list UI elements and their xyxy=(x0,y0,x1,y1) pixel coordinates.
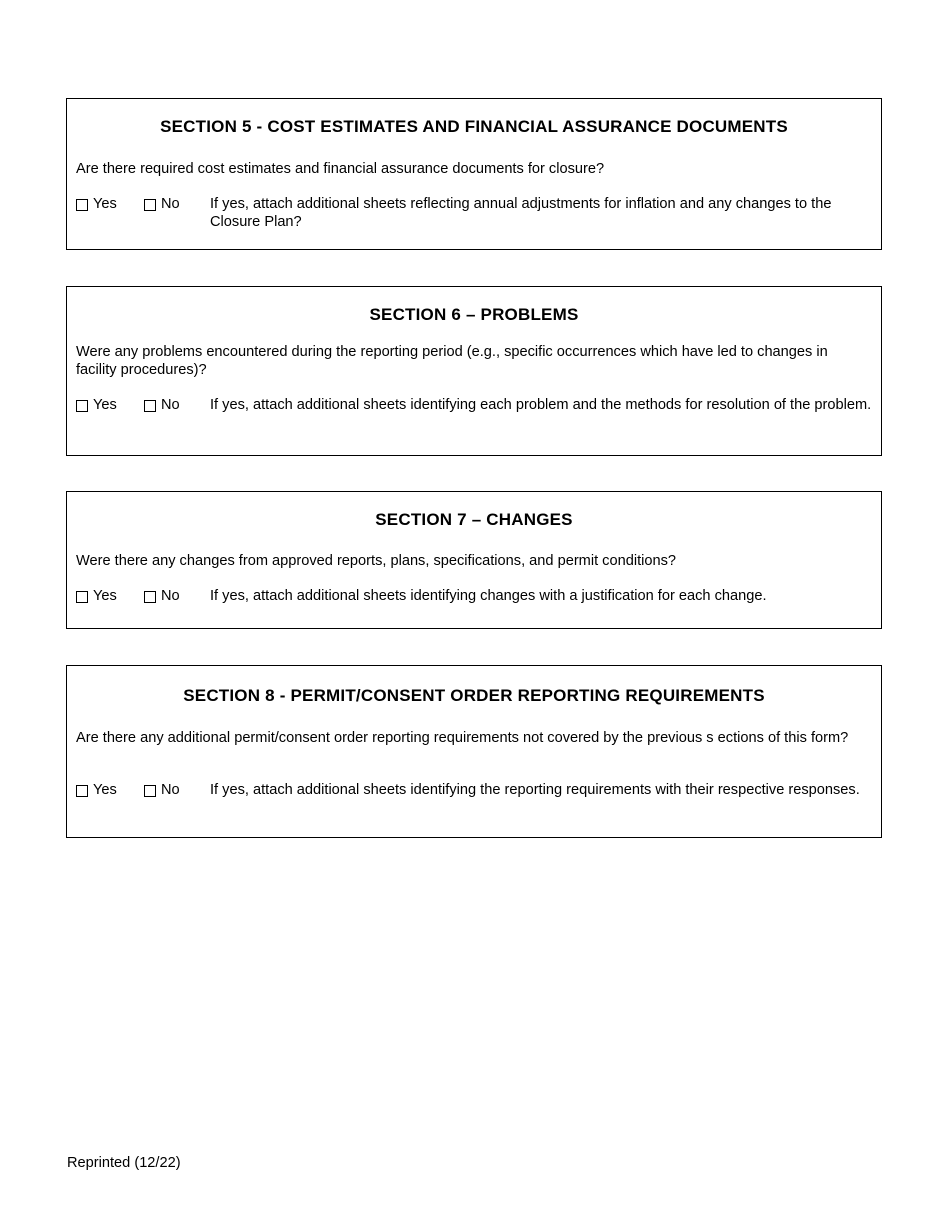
yes-option[interactable] xyxy=(76,782,117,800)
yes-label: Yes xyxy=(93,782,117,798)
yes-checkbox[interactable] xyxy=(76,199,88,211)
section-question: Were any problems encountered during the reporting period (e.g., specific occurrences which have led to changes in facility procedures)? xyxy=(76,344,828,378)
section-8 xyxy=(66,665,882,838)
yes-option[interactable] xyxy=(76,397,117,415)
no-label: No xyxy=(161,588,180,604)
yes-option[interactable] xyxy=(76,196,117,214)
yes-label: Yes xyxy=(93,397,117,413)
section-instruction: If yes, attach additional sheets identifying each problem and the methods for resolution of the problem. xyxy=(210,397,872,413)
section-question: Were there any changes from approved reports, plans, specifications, and permit conditions? xyxy=(76,553,677,569)
no-option[interactable] xyxy=(144,196,180,214)
no-checkbox[interactable] xyxy=(144,785,156,797)
yes-label: Yes xyxy=(93,196,117,212)
yes-checkbox[interactable] xyxy=(76,785,88,797)
section-5 xyxy=(66,98,882,250)
section-6 xyxy=(66,286,882,456)
reprint-footer: Reprinted (12/22) xyxy=(67,1155,181,1171)
no-option[interactable] xyxy=(144,588,180,606)
section-question: Are there required cost estimates and financial assurance documents for closure? xyxy=(76,161,605,177)
yes-option[interactable] xyxy=(76,588,117,606)
yes-checkbox[interactable] xyxy=(76,400,88,412)
section-instruction: If yes, attach additional sheets identifying the reporting requirements with their respective responses. xyxy=(210,782,860,798)
section-title: SECTION 7 – CHANGES xyxy=(375,510,573,529)
section-7 xyxy=(66,491,882,629)
section-title: SECTION 8 - PERMIT/CONSENT ORDER REPORTING REQUIREMENTS xyxy=(183,686,765,705)
yes-label: Yes xyxy=(93,588,117,604)
no-option[interactable] xyxy=(144,782,180,800)
no-label: No xyxy=(161,782,180,798)
no-checkbox[interactable] xyxy=(144,591,156,603)
no-label: No xyxy=(161,196,180,212)
section-title: SECTION 6 – PROBLEMS xyxy=(369,305,579,324)
no-checkbox[interactable] xyxy=(144,400,156,412)
no-label: No xyxy=(161,397,180,413)
section-title: SECTION 5 - COST ESTIMATES AND FINANCIAL ASSURANCE DOCUMENTS xyxy=(160,117,788,136)
no-option[interactable] xyxy=(144,397,180,415)
section-question: Are there any additional permit/consent order reporting requirements not covered by the previous s ections of this form? xyxy=(76,730,849,746)
no-checkbox[interactable] xyxy=(144,199,156,211)
yes-checkbox[interactable] xyxy=(76,591,88,603)
section-instruction: If yes, attach additional sheets identifying changes with a justification for each change. xyxy=(210,588,767,604)
section-instruction: If yes, attach additional sheets reflecting annual adjustments for inflation and any changes to the Closure Plan? xyxy=(210,196,832,230)
